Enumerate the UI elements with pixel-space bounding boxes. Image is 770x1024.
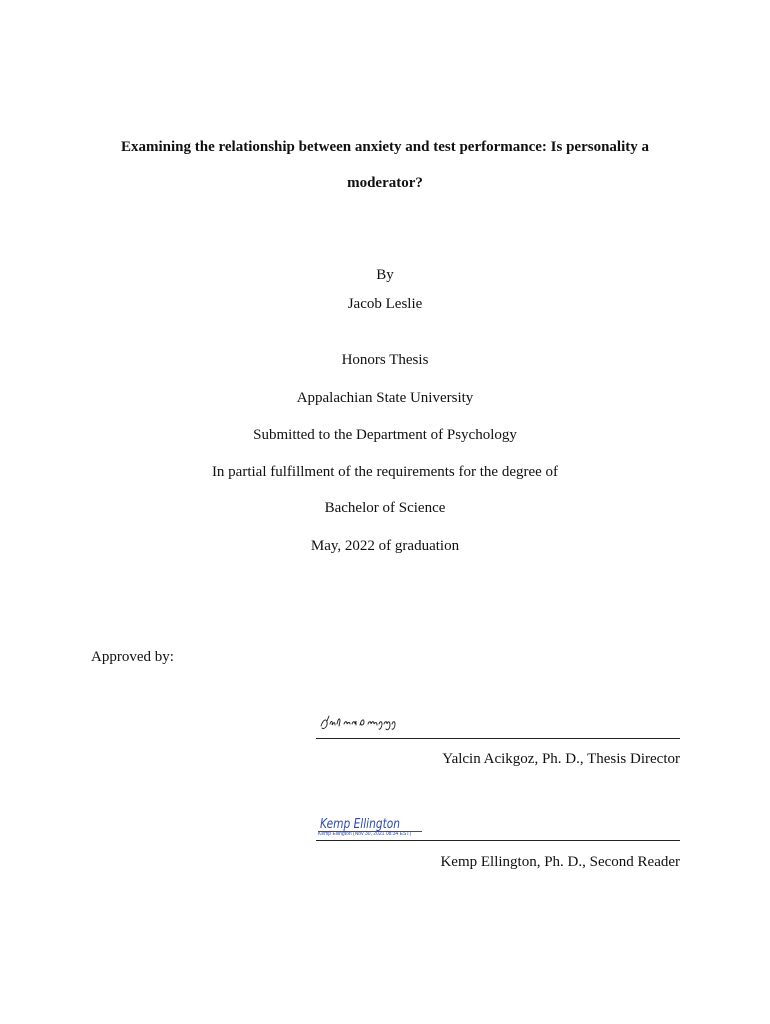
signature-image-yalcin-acikgoz <box>318 712 398 734</box>
approved-by-label: Approved by: <box>91 649 174 665</box>
signature-line <box>316 738 680 739</box>
signer-name-title: Yalcin Acikgoz, Ph. D., Thesis Director <box>442 751 680 767</box>
fulfillment-line: In partial fulfillment of the requirements for the degree of <box>211 464 559 480</box>
signer-name-title: Kemp Ellington, Ph. D., Second Reader <box>440 854 680 870</box>
university-name: Appalachian State University <box>296 390 474 406</box>
thesis-title-line-2: moderator? <box>347 175 423 191</box>
department-line: Submitted to the Department of Psychology <box>253 427 517 443</box>
signature-line <box>316 840 680 841</box>
author-name: Jacob Leslie <box>347 296 423 312</box>
by-label: By <box>376 267 394 283</box>
signature-timestamp: Kemp Ellington (Nov 30, 2021 08:34 EST) <box>318 831 412 837</box>
degree-name: Bachelor of Science <box>324 500 446 516</box>
thesis-type: Honors Thesis <box>341 352 429 368</box>
signature-block-thesis-director <box>316 712 680 772</box>
thesis-title-line-1: Examining the relationship between anxiety and test performance: Is personality a <box>120 139 650 155</box>
svg-text:Kemp Ellington: Kemp Ellington <box>320 817 400 832</box>
graduation-date: May, 2022 of graduation <box>310 538 460 554</box>
signature-block-second-reader <box>316 812 680 872</box>
